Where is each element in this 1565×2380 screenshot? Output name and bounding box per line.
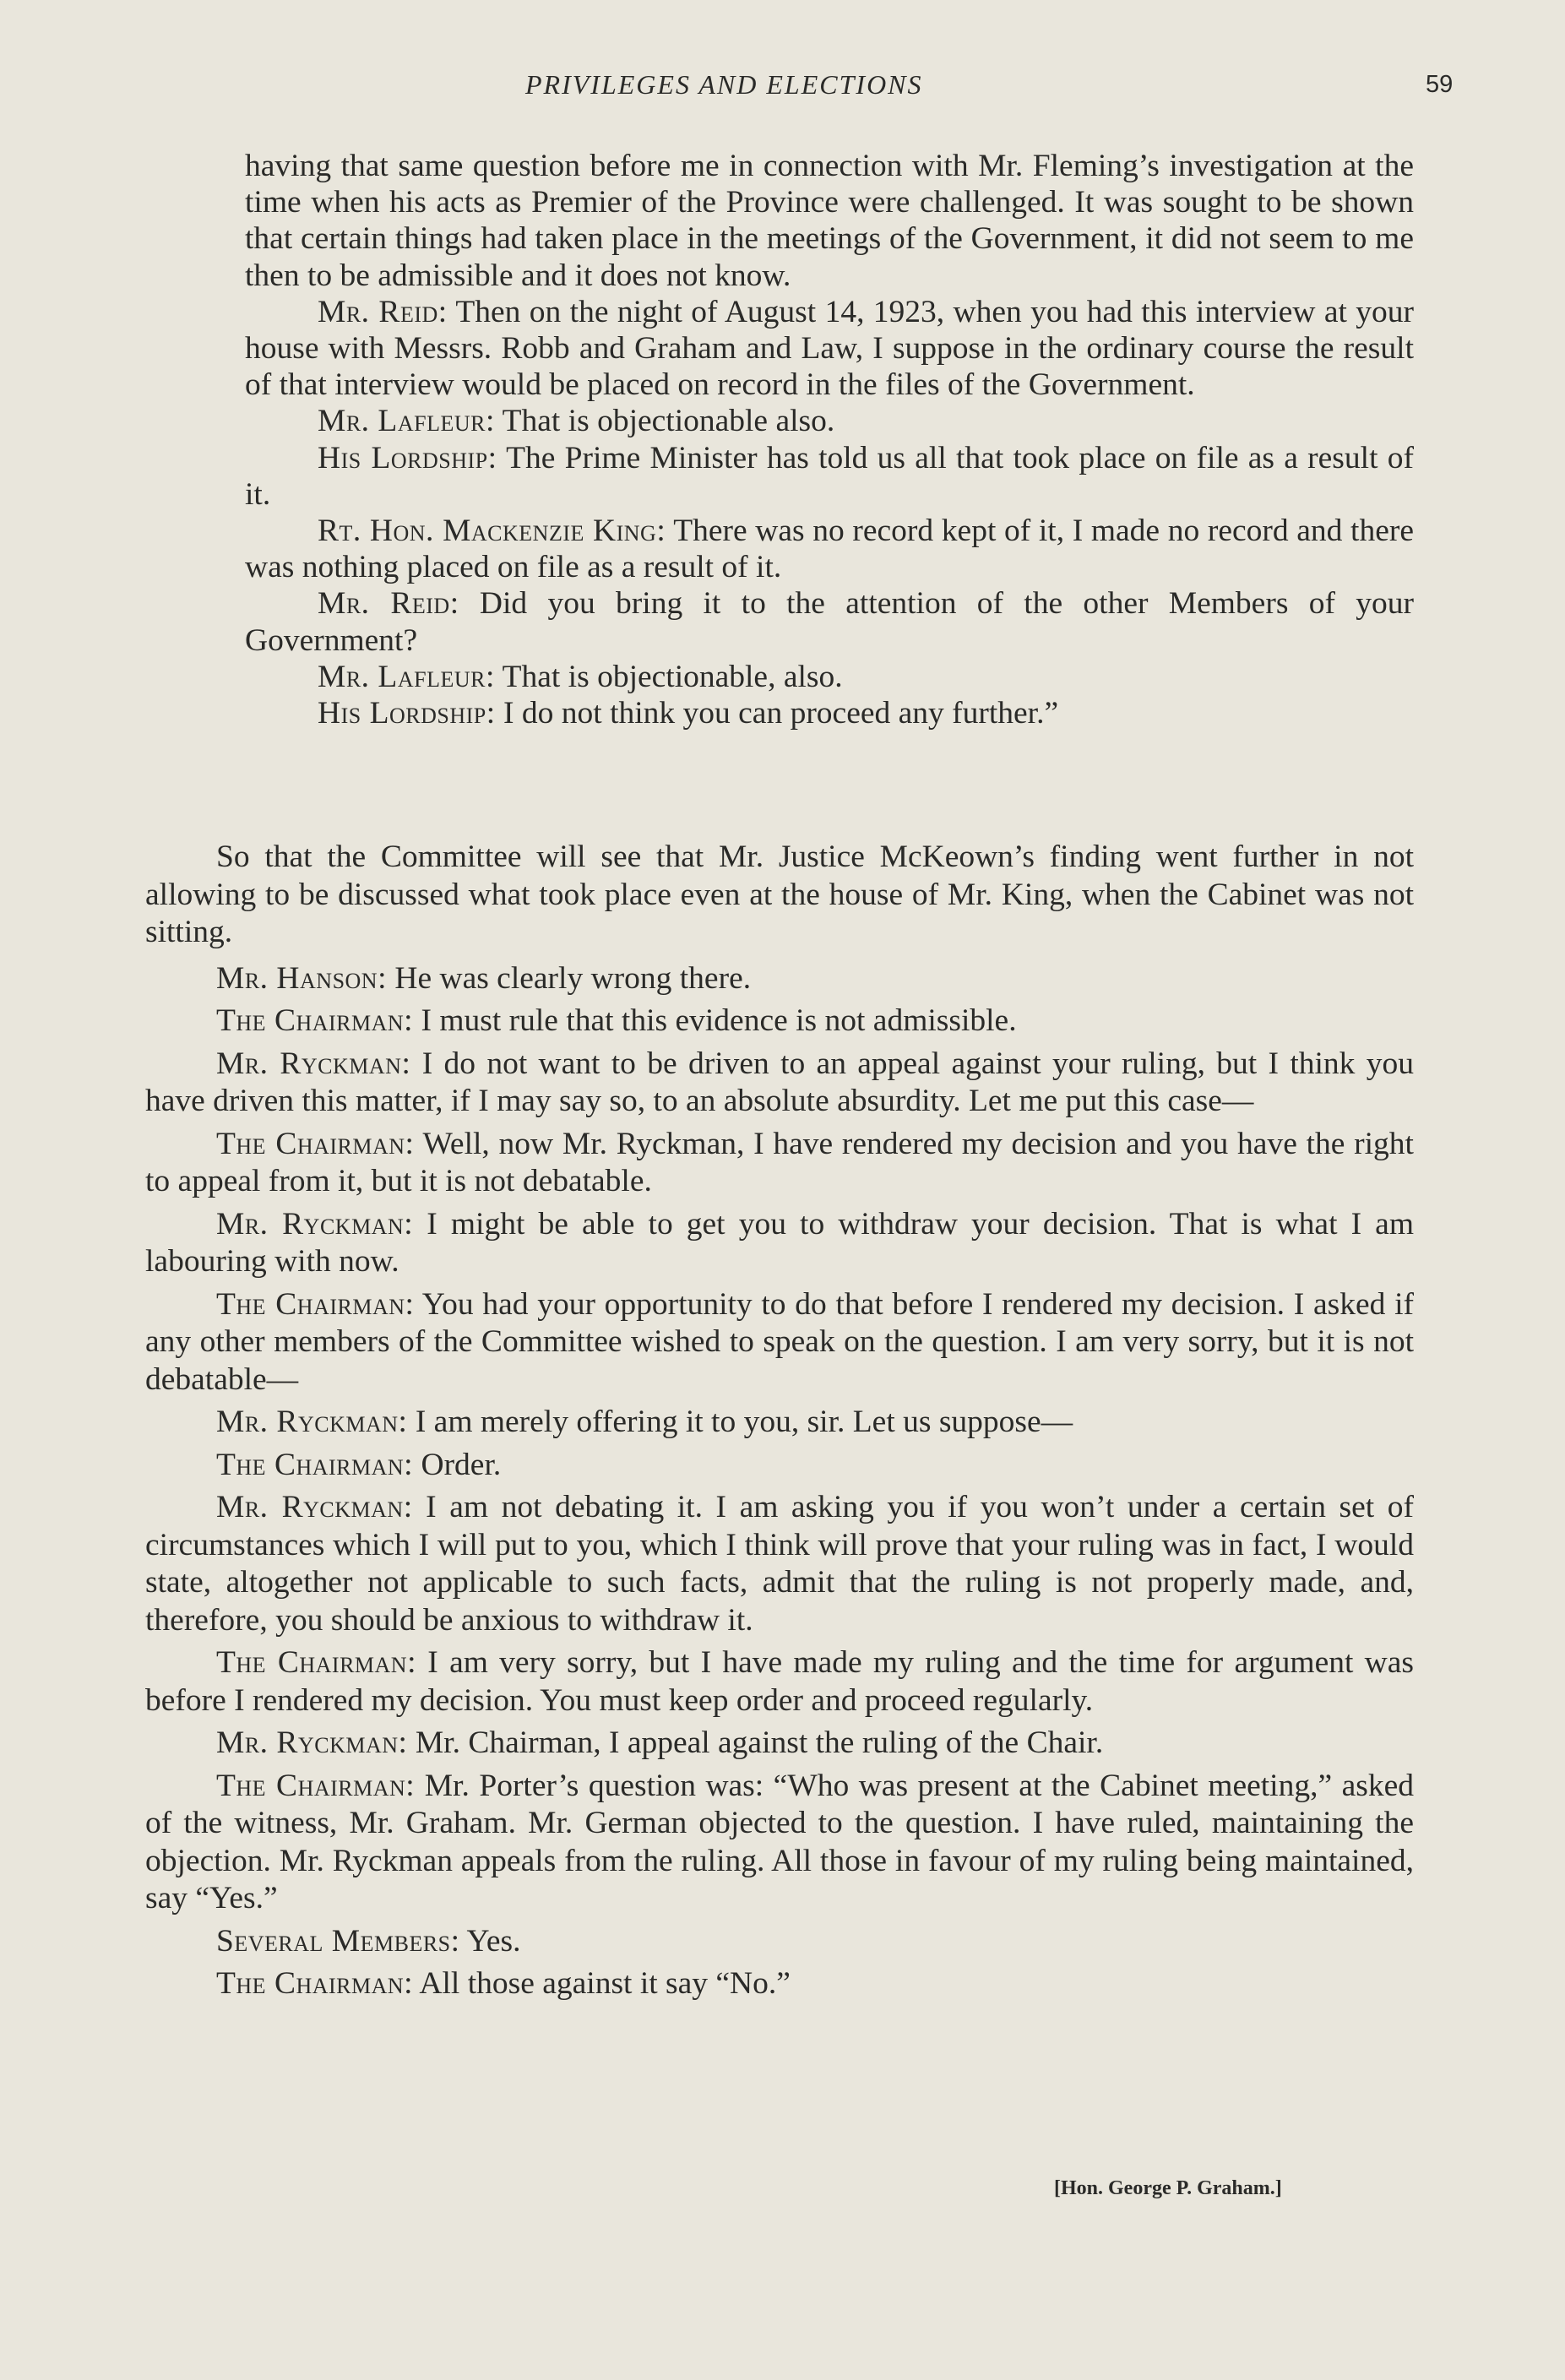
quote-paragraph bbox=[245, 513, 1414, 585]
speaker-name: The Chairman: bbox=[216, 1966, 414, 2001]
speaker-name: Mr. Reid: bbox=[318, 294, 448, 329]
speaker-name: Mr. Ryckman: bbox=[216, 1046, 411, 1081]
quote-paragraph bbox=[245, 695, 1414, 731]
speaker-name: Mr. Ryckman: bbox=[216, 1206, 414, 1242]
paragraph-text: So that the Committee will see that Mr. Justice McKeown’s finding went further in not allowing to be discussed what took place even at the house of Mr. King, when the Cabinet was not sitting. bbox=[145, 840, 1414, 949]
quote-paragraph bbox=[245, 403, 1414, 439]
paragraph-text: Order. bbox=[413, 1447, 502, 1482]
speaker-name: The Chairman: bbox=[216, 1286, 415, 1322]
speaker-name: Mr. Lafleur: bbox=[318, 659, 495, 694]
speaker-name: Mr. Ryckman: bbox=[216, 1490, 413, 1524]
body-paragraph bbox=[145, 1126, 1414, 1201]
speaker-credit: [Hon. George P. Graham.] bbox=[1054, 2177, 1282, 2199]
page-header bbox=[0, 69, 1565, 111]
paragraph-text: I am not debating it. I am asking you if you won’t under a certain set of circumstances which I will put to you, which I think will prove that your ruling was in fact, I would state, altogether not applicable to such facts, admit that the ruling is not properly made, and, therefore, you should be anxious to withdraw it. bbox=[145, 1490, 1414, 1638]
body-paragraph bbox=[145, 1286, 1414, 1399]
body-paragraph bbox=[145, 1965, 1414, 2003]
quote-paragraph bbox=[245, 148, 1414, 294]
paragraph-text: That is objectionable, also. bbox=[494, 659, 843, 694]
speaker-name: Mr. Lafleur: bbox=[318, 404, 495, 439]
speaker-name: The Chairman: bbox=[216, 1645, 417, 1680]
paragraph-text: I am very sorry, but I have made my ruling and the time for argument was before I rendered my decision. You must keep order and proceed regularly. bbox=[145, 1645, 1414, 1718]
speaker-name: The Chairman: bbox=[216, 1003, 414, 1038]
paragraph-text: He was clearly wrong there. bbox=[387, 960, 752, 996]
quote-paragraph bbox=[245, 659, 1414, 695]
speaker-name: His Lordship: bbox=[318, 696, 496, 731]
body-paragraph bbox=[145, 1003, 1414, 1041]
speaker-name: The Chairman: bbox=[216, 1126, 415, 1161]
body-paragraph bbox=[145, 1768, 1414, 1918]
paragraph-text: You had your opportunity to do that before I rendered my decision. I asked if any other members of the Committee wished to speak on the question. I am very sorry, but it is not debatable— bbox=[145, 1286, 1414, 1397]
speaker-name: Mr. Reid: bbox=[318, 586, 459, 622]
paragraph-text: Yes. bbox=[459, 1923, 521, 1959]
paragraph-text: I might be able to get you to withdraw your decision. That is what I am labouring with now. bbox=[145, 1206, 1414, 1279]
body-paragraph bbox=[145, 1404, 1414, 1442]
speaker-name: Rt. Hon. Mackenzie King: bbox=[318, 513, 666, 549]
paragraph-text: Then on the night of August 14, 1923, when you had this interview at your house with Messrs. Robb and Graham and Law, I suppose in the ordinary course the result of that interview would be placed on record in the files of the Government. bbox=[245, 294, 1414, 403]
body-paragraph bbox=[145, 1447, 1414, 1485]
paragraph-text: I do not think you can proceed any further.” bbox=[495, 696, 1059, 731]
body-paragraph bbox=[145, 1725, 1414, 1763]
paragraph-text: The Prime Minister has told us all that took place on file as a result of it. bbox=[245, 440, 1414, 512]
quote-paragraph bbox=[245, 585, 1414, 658]
paragraph-text: Mr. Chairman, I appeal against the ruling of the Chair. bbox=[407, 1725, 1104, 1760]
paragraph-text: I do not want to be driven to an appeal against your ruling, but I think you have driven this matter, if I may say so, to an absolute absurdity. Let me put this case— bbox=[145, 1046, 1414, 1118]
speaker-name: Mr. Ryckman: bbox=[216, 1725, 408, 1760]
speaker-name: Several Members: bbox=[216, 1923, 460, 1959]
paragraph-text: I must rule that this evidence is not admissible. bbox=[413, 1003, 1017, 1038]
paragraph-text: All those against it say “No.” bbox=[413, 1966, 791, 2001]
body-paragraph bbox=[145, 1644, 1414, 1720]
speaker-name: The Chairman: bbox=[216, 1447, 414, 1482]
body-paragraph bbox=[145, 1923, 1414, 1961]
speaker-name: Mr. Ryckman: bbox=[216, 1405, 408, 1439]
paragraph-text: That is objectionable also. bbox=[494, 404, 835, 439]
paragraph-text: having that same question before me in connection with Mr. Fleming’s investigation at the time when his acts as Premier of the Province were challenged. It was sought to be shown that certain things had taken place in the meetings of the Government, it did not seem to me then to be admissible and it does not know. bbox=[245, 149, 1414, 293]
speaker-name: Mr. Hanson: bbox=[216, 960, 388, 996]
paragraph-text: There was no record kept of it, I made no record and there was nothing placed on file as a result of it. bbox=[245, 513, 1415, 585]
body-paragraph bbox=[145, 839, 1414, 952]
speaker-name: His Lordship: bbox=[318, 440, 497, 475]
speaker-name: The Chairman: bbox=[216, 1768, 416, 1803]
body-paragraph bbox=[145, 1206, 1414, 1281]
quote-paragraph bbox=[245, 294, 1414, 404]
paragraph-text: Well, now Mr. Ryckman, I have rendered my decision and you have the right to appeal from it, but it is not debatable. bbox=[145, 1126, 1414, 1198]
paragraph-text: Did you bring it to the attention of the other Members of your Government? bbox=[245, 586, 1414, 658]
running-title: PRIVILEGES AND ELECTIONS bbox=[525, 69, 923, 100]
main-text bbox=[145, 839, 1414, 2008]
body-paragraph bbox=[145, 960, 1414, 998]
paragraph-text: I am merely offering it to you, sir. Let us suppose— bbox=[407, 1405, 1073, 1439]
quoted-testimony bbox=[245, 148, 1414, 731]
page-number: 59 bbox=[1426, 71, 1454, 98]
paragraph-text: Mr. Porter’s question was: “Who was present at the Cabinet meeting,” asked of the witness, Mr. Graham. Mr. German objected to the question. I have ruled, maintaining the objection. Mr. Ryckman appeals from the ruling. All those in favour of my ruling being maintained, say “Yes.” bbox=[145, 1768, 1414, 1915]
body-paragraph bbox=[145, 1489, 1414, 1639]
quote-paragraph bbox=[245, 440, 1414, 513]
body-paragraph bbox=[145, 1046, 1414, 1121]
